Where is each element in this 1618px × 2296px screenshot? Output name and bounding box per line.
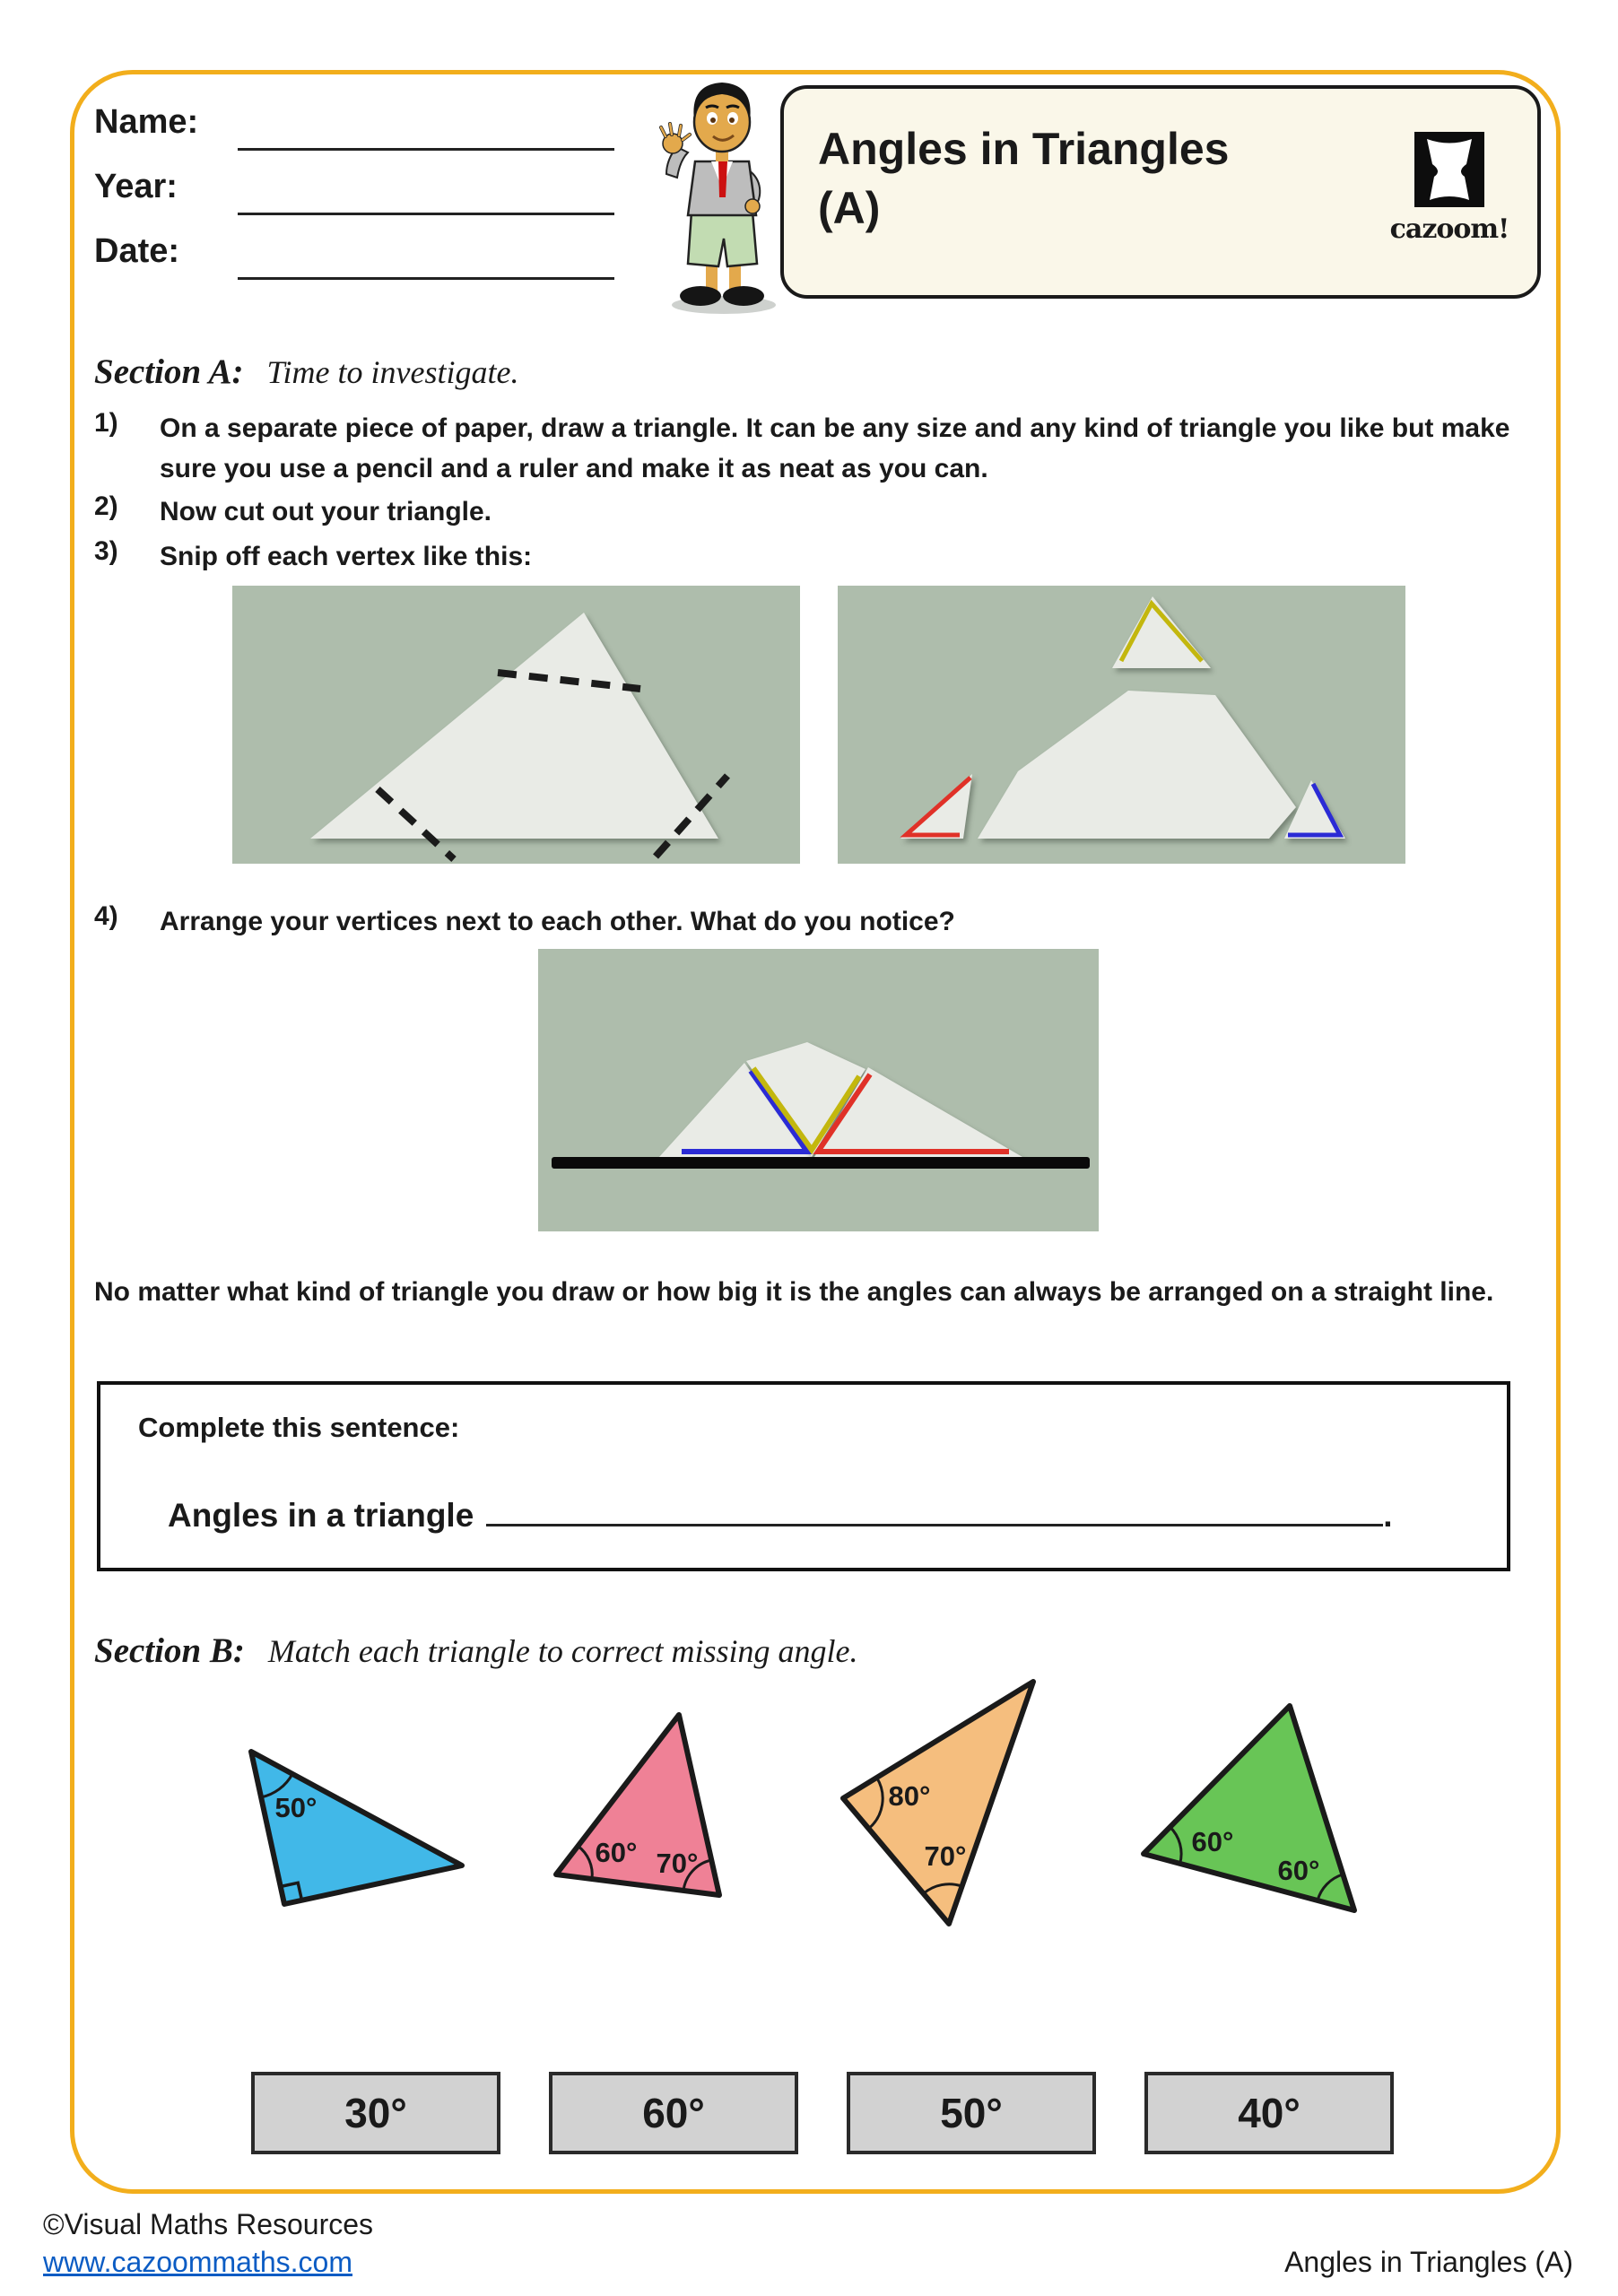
- green-angle-label-2: 60°: [1277, 1855, 1320, 1886]
- paper-center-piece: [978, 691, 1296, 839]
- section-a-heading: Section A:: [94, 352, 244, 391]
- complete-sentence-prompt: Complete this sentence:: [138, 1412, 460, 1443]
- section-a-heading-row: [94, 352, 518, 392]
- cazoommaths-link[interactable]: www.cazoommaths.com: [43, 2246, 352, 2278]
- answer-value: 50°: [940, 2090, 1003, 2136]
- cazoom-drum-icon: [1414, 132, 1484, 207]
- item-3-text: Snip off each vertex like this:: [160, 542, 533, 571]
- straight-line: [552, 1157, 1090, 1169]
- section-a-subheading: Time to investigate.: [266, 354, 519, 390]
- item-4-number: 4): [94, 901, 118, 931]
- figure-snipped-vertices: [838, 586, 1405, 864]
- item-3-number: 3): [94, 536, 118, 566]
- cazoom-logo: [1387, 132, 1512, 245]
- item-2-text: Now cut out your triangle.: [160, 497, 492, 526]
- answer-value: 30°: [344, 2090, 407, 2136]
- sentence-row: [168, 1491, 1393, 1535]
- orange-angle-label-2: 70°: [924, 1840, 967, 1872]
- answer-box-50: [847, 2072, 1096, 2154]
- item-1-number: 1): [94, 408, 118, 438]
- orange-triangle-shape: [843, 1682, 1033, 1924]
- triangle-green-60-60: [1130, 1688, 1363, 1921]
- sentence-start: Angles in a triangle: [168, 1497, 474, 1534]
- answer-blank-line: [486, 1491, 1383, 1526]
- worksheet-title-box: [780, 85, 1541, 299]
- orange-angle-label-1: 80°: [888, 1780, 931, 1812]
- answer-value: 40°: [1238, 2090, 1300, 2136]
- waving-hand: [661, 124, 690, 153]
- figure-snip-lines: [232, 586, 800, 864]
- section-b-heading: Section B:: [94, 1631, 245, 1670]
- figure-angles-on-line: [538, 949, 1099, 1231]
- triangle-pink-60-70: [536, 1699, 738, 1905]
- copyright-text: ©Visual Maths Resources: [43, 2208, 374, 2240]
- answer-box-40: [1144, 2072, 1394, 2154]
- complete-sentence-box: [97, 1381, 1510, 1571]
- paper-triangle: [310, 613, 718, 839]
- answer-box-30: [251, 2072, 500, 2154]
- worksheet-title-line1: Angles in Triangles: [818, 124, 1230, 174]
- item-4-text: Arrange your vertices next to each other. What do you notice?: [160, 907, 955, 936]
- triangle-blue-50: [224, 1724, 484, 1917]
- answer-value: 60°: [642, 2090, 705, 2136]
- section-b-subheading: Match each triangle to correct missing angle.: [267, 1633, 858, 1669]
- green-triangle-shape: [1144, 1706, 1354, 1910]
- item-1-text: On a separate piece of paper, draw a triangle. It can be any size and any kind of triangle you like but make sure you use a pencil and a ruler and make it as neat as you can.: [160, 413, 1510, 483]
- blue-triangle-shape: [251, 1752, 462, 1904]
- footer-doc-label: Angles in Triangles (A): [1284, 2246, 1573, 2278]
- green-angle-label-1: 60°: [1191, 1826, 1234, 1857]
- worksheet-title-line2: (A): [818, 183, 881, 233]
- blue-angle-label: 50°: [274, 1792, 318, 1823]
- note-paragraph: No matter what kind of triangle you draw or how big it is the angles can always be arranged on a straight line.: [94, 1277, 1494, 1307]
- year-blank-line: [238, 213, 614, 215]
- pink-angle-label-1: 60°: [595, 1837, 638, 1868]
- date-label: Date:: [94, 232, 180, 270]
- section-b-heading-row: [94, 1631, 857, 1671]
- pink-angle-label-2: 70°: [656, 1848, 699, 1879]
- answer-box-60: [549, 2072, 798, 2154]
- year-label: Year:: [94, 168, 178, 205]
- item-2-number: 2): [94, 491, 118, 521]
- sentence-period: .: [1383, 1497, 1393, 1534]
- date-blank-line: [238, 277, 614, 280]
- name-label: Name:: [94, 103, 199, 141]
- name-blank-line: [238, 148, 614, 151]
- triangle-orange-80-70: [832, 1666, 1057, 1935]
- cazoom-logo-text: cazoom!: [1389, 213, 1509, 245]
